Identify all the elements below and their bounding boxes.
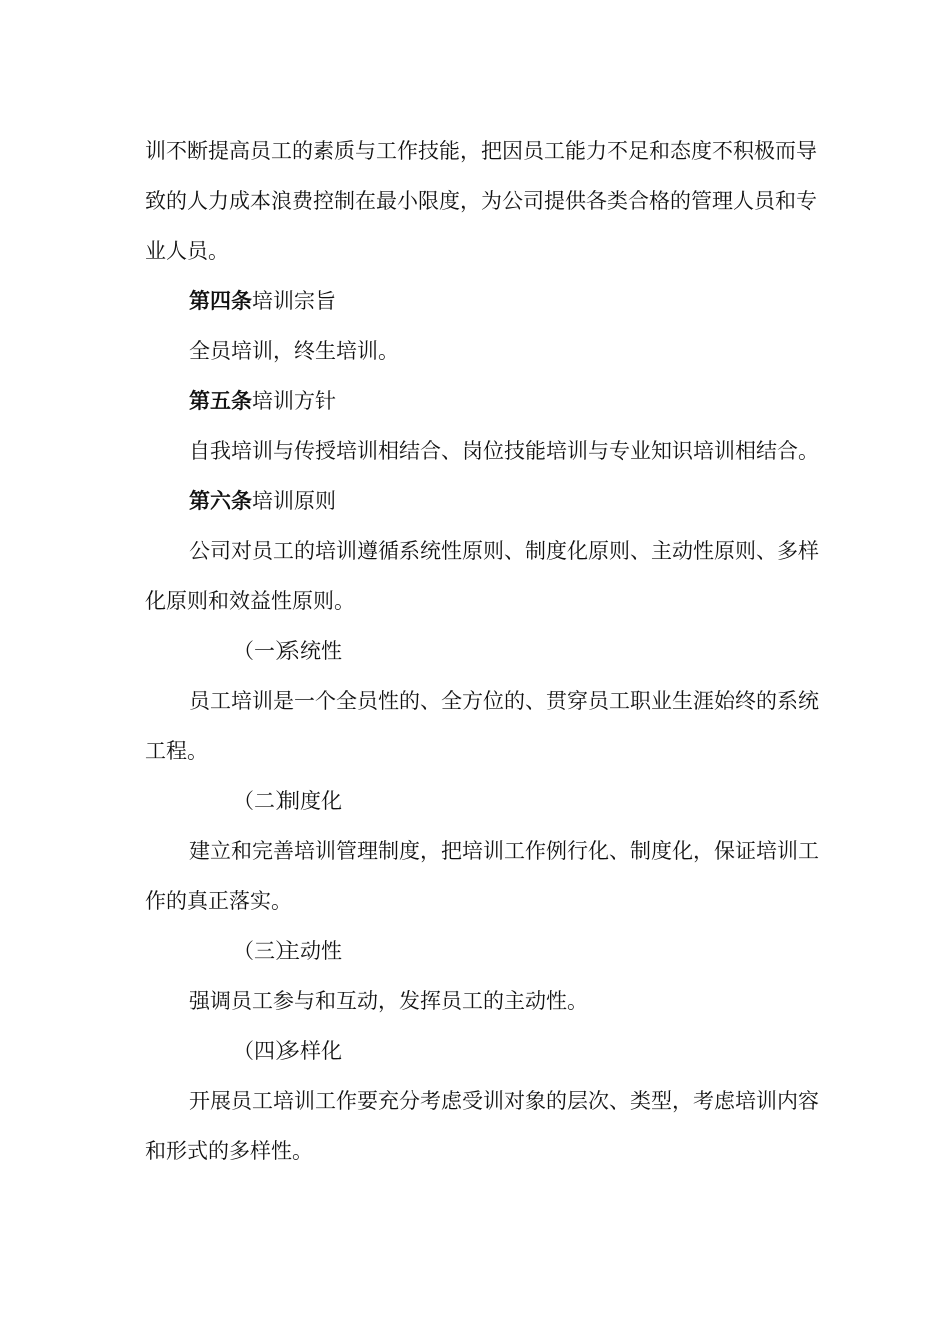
article-heading-5	[145, 376, 825, 426]
article-title: 培训宗旨	[252, 289, 336, 313]
item-body-3: 强调员工参与和互动，发挥员工的主动性。	[189, 989, 588, 1013]
document-body	[145, 126, 825, 1176]
article-label: 第六条	[189, 488, 252, 513]
item-number: （四）	[233, 1039, 296, 1063]
item-number: （三）	[233, 939, 296, 963]
item-number: （二）	[233, 789, 296, 813]
item-title: 主动性	[279, 939, 342, 963]
item-title: 系统性	[279, 639, 342, 663]
article-heading-6	[145, 476, 825, 526]
item-number: （一）	[233, 639, 296, 663]
item-heading-4	[145, 1026, 825, 1076]
item-body-4: 开展员工培训工作要充分考虑受训对象的层次、类型，考虑培训内容和形式的多样性。	[145, 1089, 819, 1163]
item-heading-1	[145, 626, 825, 676]
article-body-6: 公司对员工的培训遵循系统性原则、制度化原则、主动性原则、多样化原则和效益性原则。	[145, 539, 819, 613]
article-heading-4	[145, 276, 825, 326]
item-title: 制度化	[279, 789, 342, 813]
article-body-5: 自我培训与传授培训相结合、岗位技能培训与专业知识培训相结合。	[189, 439, 819, 463]
article-label: 第五条	[189, 388, 252, 413]
article-body-4: 全员培训，终生培训。	[189, 339, 399, 363]
article-label: 第四条	[189, 288, 252, 313]
item-title: 多样化	[279, 1039, 342, 1063]
article-title: 培训原则	[252, 489, 336, 513]
paragraph-continuation: 训不断提高员工的素质与工作技能，把因员工能力不足和态度不积极而导致的人力成本浪费控制在最小限度，为公司提供各类合格的管理人员和专业人员。	[145, 139, 817, 263]
item-heading-3	[145, 926, 825, 976]
item-body-1: 员工培训是一个全员性的、全方位的、贯穿员工职业生涯始终的系统工程。	[145, 689, 819, 763]
item-body-2: 建立和完善培训管理制度，把培训工作例行化、制度化，保证培训工作的真正落实。	[145, 839, 819, 913]
item-heading-2	[145, 776, 825, 826]
article-title: 培训方针	[252, 389, 336, 413]
